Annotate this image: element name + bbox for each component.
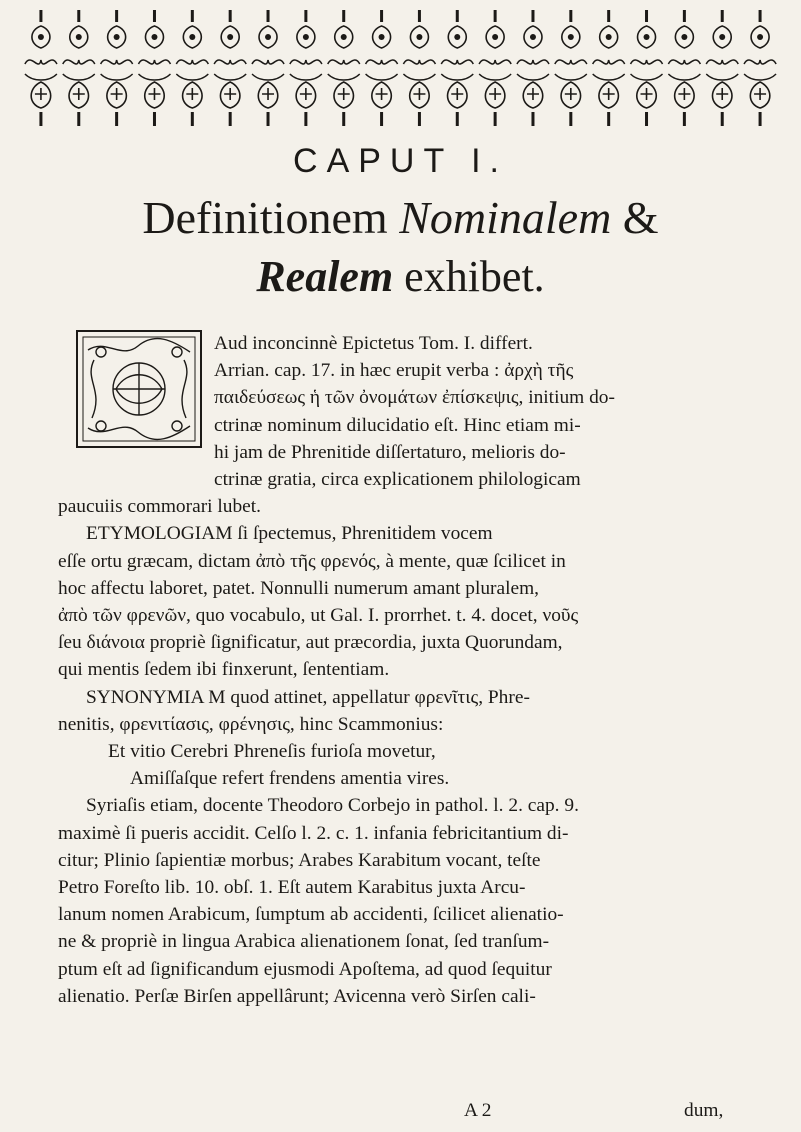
verse-line-2: Amiſſaſque refert frendens amentia vires. [130, 768, 450, 790]
ornament-piece [403, 60, 435, 64]
ornament-piece [189, 34, 195, 40]
ornament-piece [489, 88, 501, 100]
ornament-piece [555, 74, 587, 80]
ornament-piece [645, 112, 648, 126]
ornament-piece [744, 74, 776, 80]
ornament-piece [229, 10, 232, 22]
p4-line-1: Syriaſis etiam, docente Theodoro Corbejo in pathol. l. 2. cap. 9. [86, 795, 579, 817]
ornament-piece [644, 34, 650, 40]
p2-line-2: eſſe ortu græcam, dictam ἀπὸ τῆς φρενός, à mente, quæ ſcilicet in [58, 550, 566, 572]
ornament-piece [76, 34, 82, 40]
p1-line-4: ctrinæ nominum dilucidatio eſt. Hinc etiam mi- [214, 414, 581, 436]
ornament-piece [191, 112, 194, 126]
ornament-piece [77, 10, 80, 22]
ornament-piece [607, 10, 610, 22]
ornament-piece [214, 60, 246, 64]
p2-line-6: qui mentis ſedem ibi finxerunt, ſententiam. [58, 659, 390, 681]
ornament-piece [328, 60, 360, 64]
ornament-piece [63, 60, 95, 64]
ornament-piece [267, 10, 270, 22]
ornament-piece [479, 60, 511, 64]
ornament-piece [593, 74, 625, 80]
ornament-piece [759, 112, 762, 126]
ornament-piece [454, 34, 460, 40]
ornament-piece [744, 60, 776, 64]
ornament-piece [153, 10, 156, 22]
ornament-piece [35, 88, 47, 100]
p1-line-1: Aud inconcinnè Epictetus Tom. I. differt. [214, 333, 533, 354]
ornament-piece [303, 34, 309, 40]
ornament-piece [111, 88, 123, 100]
catchword: dum, [684, 1100, 724, 1121]
ornament-piece [73, 88, 85, 100]
paragraph-1-indented [76, 330, 752, 466]
title-text-nominalem: Nominalem [399, 192, 612, 243]
ornament-piece [568, 34, 574, 40]
ornament-piece [494, 112, 497, 126]
ornament-piece [191, 10, 194, 22]
ornament-piece [759, 10, 762, 22]
ornament-piece [607, 112, 610, 126]
ornament-piece [492, 34, 498, 40]
ornament-piece [151, 34, 157, 40]
p4-line-7: ptum eſt ad ſignificandum ejusmodi Apoſtema, ad quod ſequitur [58, 958, 552, 980]
ornament-piece [379, 34, 385, 40]
p2-line-5: ſeu διάνοια propriè ſignificatur, aut præcordia, juxta Quorundam, [58, 632, 563, 654]
p1-line-2: Arrian. cap. 17. in hæc erupit verba : ἀρχὴ τῆς [214, 360, 574, 382]
ornament-piece [376, 88, 388, 100]
ornament-piece [721, 112, 724, 126]
ornament-piece [416, 34, 422, 40]
ornament-piece [252, 60, 284, 64]
ornament-piece [403, 74, 435, 80]
ornament-piece [681, 34, 687, 40]
ornament-piece [479, 74, 511, 80]
verse-line-1: Et vitio Cerebri Phreneſis furioſa movetur, [108, 741, 436, 763]
ornament-piece [719, 34, 725, 40]
ornament-piece [380, 10, 383, 22]
ornament-piece [441, 74, 473, 80]
ornament-piece [645, 10, 648, 22]
title-text-and: & [611, 192, 659, 243]
ornament-piece [25, 60, 57, 64]
ornament-piece [631, 60, 663, 64]
ornament-piece [338, 88, 350, 100]
ornament-piece [721, 10, 724, 22]
ornament-piece [39, 10, 42, 22]
ornament-piece [224, 88, 236, 100]
ornament-piece [531, 10, 534, 22]
ornament-piece [115, 10, 118, 22]
ornament-piece [706, 74, 738, 80]
ornament-piece [101, 74, 133, 80]
ornament-piece [593, 60, 625, 64]
p2-line-3: hoc affectu laboret, patet. Nonnulli numerum amant pluralem, [58, 577, 540, 599]
ornament-piece [380, 112, 383, 126]
ornament-piece [517, 74, 549, 80]
ornament-piece [328, 74, 360, 80]
paragraph-4-syriasis [58, 792, 752, 1010]
ornament-piece [706, 60, 738, 64]
ornament-piece [115, 112, 118, 126]
ornament-piece [342, 10, 345, 22]
chapter-number: CAPUT I. [293, 142, 508, 180]
ornament-piece [342, 112, 345, 126]
ornament-piece [290, 74, 322, 80]
ornament-piece [341, 34, 347, 40]
ornament-piece [494, 10, 497, 22]
ornament-piece [366, 60, 398, 64]
p4-line-8: alienatio. Perſæ Birſen appellârunt; Avicenna verò Sirſen cali- [58, 985, 536, 1007]
ornament-piece [418, 112, 421, 126]
ornament-piece [569, 10, 572, 22]
paragraph-1-end [58, 493, 752, 520]
ornament-piece [138, 74, 170, 80]
ornamental-header-band [22, 8, 779, 130]
ornament-piece [668, 60, 700, 64]
ornament-piece [77, 112, 80, 126]
ornament-piece [25, 74, 57, 80]
p1-line-3: παιδεύσεως ἡ τῶν ὀνομάτων ἐπίσκεψις, initium do- [214, 387, 615, 409]
title-text-exhibet: exhibet. [393, 252, 545, 301]
ornament-piece [555, 60, 587, 64]
ornament-piece [63, 74, 95, 80]
ornament-piece [101, 60, 133, 64]
ornament-piece [418, 10, 421, 22]
ornament-piece [531, 112, 534, 126]
ornament-piece [530, 34, 536, 40]
ornament-piece [683, 112, 686, 126]
ornament-piece [441, 60, 473, 64]
ornament-piece [176, 60, 208, 64]
ornament-piece [290, 60, 322, 64]
ornament-piece [265, 34, 271, 40]
ornament-piece [138, 60, 170, 64]
ornament-piece [227, 34, 233, 40]
ornament-piece [565, 88, 577, 100]
p1-line-7: paucuiis commorari lubet. [58, 496, 262, 518]
ornament-piece [716, 88, 728, 100]
paragraph-3-synonymia [58, 684, 752, 793]
ornament-piece [300, 88, 312, 100]
title-text-definitionem: Definitionem [142, 192, 400, 243]
p2-line-1: ETYMOLOGIAM ſi ſpectemus, Phrenitidem vocem [86, 523, 493, 545]
ornament-piece [214, 74, 246, 80]
paragraph-2-etymologia [58, 520, 752, 683]
paragraph-1-cont [76, 466, 752, 493]
ornament-piece [413, 88, 425, 100]
chapter-title-line-1 [0, 192, 801, 244]
ornament-piece [176, 74, 208, 80]
ornament-piece [757, 34, 763, 40]
p1-line-5: hi jam de Phrenitide diſſertaturo, melioris do- [214, 441, 566, 463]
ornament-piece [569, 112, 572, 126]
p4-line-2: maximè ſi pueris accidit. Celſo l. 2. c. 1. infania febricitantium di- [58, 822, 569, 844]
ornament-piece [456, 112, 459, 126]
ornament-piece [252, 74, 284, 80]
ornament-piece [603, 88, 615, 100]
ornament-piece [229, 112, 232, 126]
p4-line-6: ne & propriè in lingua Arabica alienationem ſonat, ſed tranſum- [58, 931, 550, 953]
ornament-piece [606, 34, 612, 40]
ornament-piece [754, 88, 766, 100]
ornament-piece [262, 88, 274, 100]
p3-line-2: nenitis, φρενιτίασις, φρένησις, hinc Scammonius: [58, 713, 444, 735]
ornament-piece [38, 34, 44, 40]
ornament-piece [114, 34, 120, 40]
ornament-piece [683, 10, 686, 22]
ornament-piece [366, 74, 398, 80]
ornament-piece [678, 88, 690, 100]
p4-line-5: lanum nomen Arabicum, ſumptum ab accidenti, ſcilicet alienatio- [58, 904, 564, 926]
ornament-piece [456, 10, 459, 22]
p4-line-3: citur; Plinio ſapientiæ morbus; Arabes Karabitum vocant, teſte [58, 849, 541, 871]
p3-line-1: SYNONYMIA M quod attinet, appellatur φρενῖτις, Phre- [86, 686, 530, 708]
ornament-piece [641, 88, 653, 100]
ornament-piece [267, 112, 270, 126]
title-text-realem: Realem [256, 252, 394, 301]
signature-mark: A 2 [464, 1100, 492, 1121]
ornament-piece [527, 88, 539, 100]
ornament-piece [631, 74, 663, 80]
p4-line-4: Petro Foreſto lib. 10. obſ. 1. Eſt autem Karabitus juxta Arcu- [58, 877, 526, 899]
ornament-piece [186, 88, 198, 100]
ornament-piece [304, 112, 307, 126]
chapter-body [58, 330, 752, 1010]
ornament-piece [39, 112, 42, 126]
ornament-piece [304, 10, 307, 22]
p2-line-4: ἀπὸ τῶν φρενῶν, quo vocabulo, ut Gal. I. prorrhet. t. 4. docet, νοῦς [58, 605, 579, 627]
ornament-piece [668, 74, 700, 80]
p1-line-6: ctrinæ gratia, circa explicationem philologicam [214, 469, 581, 491]
ornament-piece [153, 112, 156, 126]
ornament-piece [148, 88, 160, 100]
chapter-title-line-2 [0, 252, 801, 302]
ornament-piece [517, 60, 549, 64]
ornament-piece [451, 88, 463, 100]
